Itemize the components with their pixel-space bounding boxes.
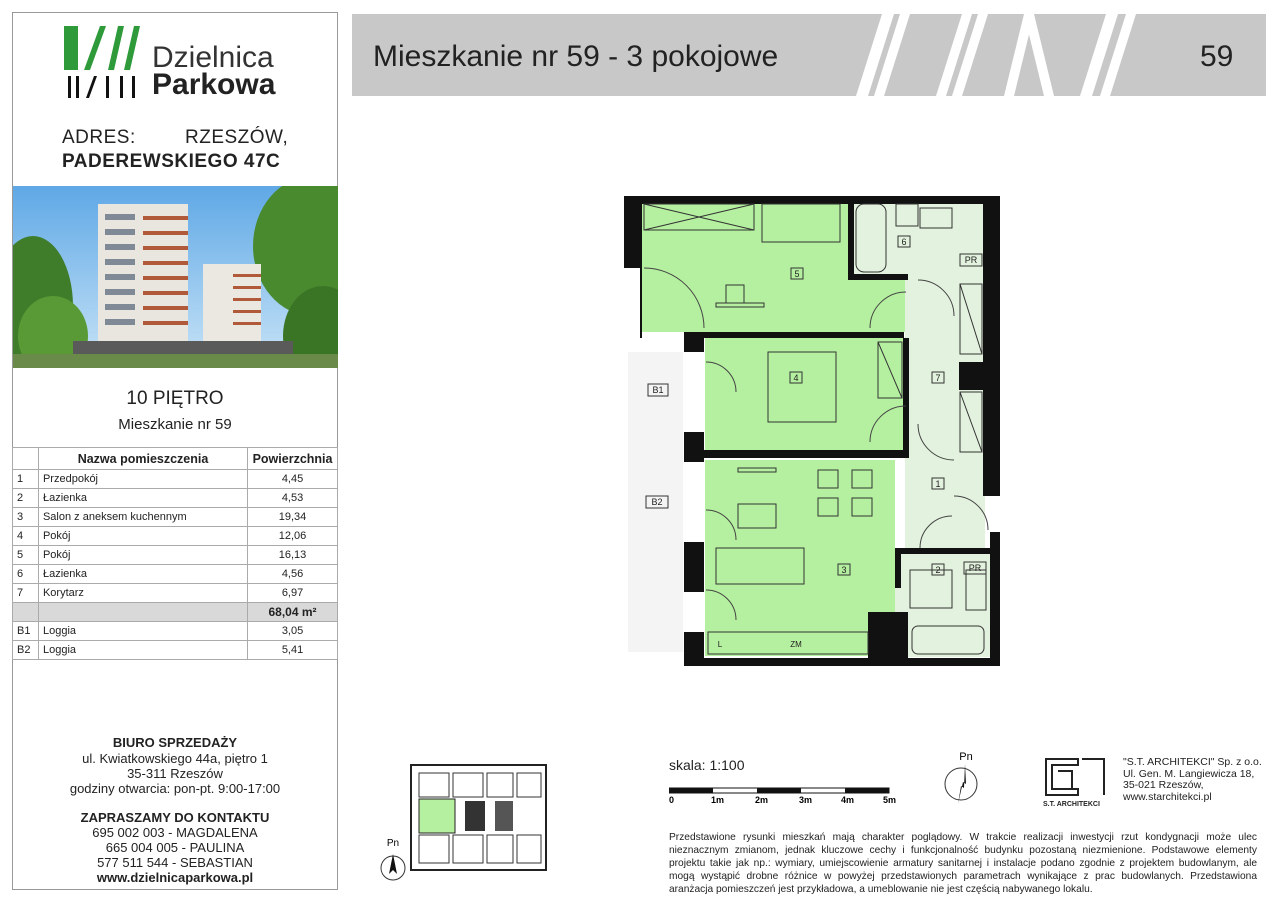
room-label-7: 7	[935, 373, 941, 383]
apartment-number: 59	[1200, 40, 1234, 73]
rooms-table	[12, 447, 338, 660]
table-row	[13, 641, 338, 660]
row-area: 19,34	[248, 508, 338, 527]
row-no: 7	[13, 584, 39, 603]
north-arrow-small-icon	[378, 836, 408, 886]
row-no: B2	[13, 641, 39, 660]
room-label-pr-2: PR	[968, 563, 982, 573]
row-no: B1	[13, 622, 39, 641]
table-header-no	[13, 448, 39, 470]
address-street: PADEREWSKIEGO 47C	[62, 151, 281, 172]
row-name: Loggia	[38, 641, 247, 660]
table-header-name: Nazwa pomieszczenia	[38, 448, 247, 470]
row-name: Salon z aneksem kuchennym	[38, 508, 247, 527]
row-no: 3	[13, 508, 39, 527]
building-key-plan	[405, 745, 550, 875]
building-render-image	[13, 186, 338, 368]
scale-tick-5: 5m	[883, 795, 897, 805]
row-name: Pokój	[38, 527, 247, 546]
kitchen-label-l: L	[717, 640, 723, 649]
row-area: 16,13	[248, 546, 338, 565]
scale-tick-1: 1m	[711, 795, 725, 805]
office-title: BIURO SPRZEDAŻY	[112, 735, 238, 750]
row-name: Łazienka	[38, 489, 247, 508]
architect-line-3: 35-021 Rzeszów,	[1123, 779, 1204, 791]
row-no: 1	[13, 470, 39, 489]
architect-info	[1123, 757, 1262, 803]
scale-bar	[669, 786, 909, 806]
room-label-pr: PR	[964, 255, 978, 265]
table-header-area: Powierzchnia	[248, 448, 338, 470]
room-3-area	[705, 460, 895, 656]
table-row	[13, 565, 338, 584]
brand-name-line2: Parkowa	[152, 68, 276, 101]
row-area: 4,56	[248, 565, 338, 584]
kitchen-label-zm: ZM	[790, 640, 802, 649]
scale-tick-4: 4m	[841, 795, 855, 805]
table-row	[13, 508, 338, 527]
office-city: 35-311 Rzeszów	[127, 766, 223, 781]
row-name: Loggia	[38, 622, 247, 641]
brand-name-line1: Dzielnica	[152, 41, 274, 74]
room-label-b1: B1	[652, 385, 664, 395]
row-area: 12,06	[248, 527, 338, 546]
row-name: Pokój	[38, 546, 247, 565]
row-name: Korytarz	[38, 584, 247, 603]
room-label-2: 2	[935, 565, 941, 575]
address-city: RZESZÓW,	[185, 127, 289, 148]
room-label-6: 6	[901, 237, 907, 247]
north-label: Pn	[959, 751, 973, 763]
total-row	[13, 603, 338, 622]
apartment-label: Mieszkanie nr 59	[118, 416, 232, 433]
row-no: 5	[13, 546, 39, 565]
table-row	[13, 470, 338, 489]
scale-tick-3: 3m	[799, 795, 813, 805]
row-area: 3,05	[248, 622, 338, 641]
architect-website[interactable]: www.starchitekci.pl	[1123, 790, 1212, 803]
row-no: 4	[13, 527, 39, 546]
brand-logo	[62, 24, 142, 100]
scale-tick-0: 0	[669, 795, 675, 805]
header-decoration	[848, 14, 1160, 96]
north-arrow-icon	[938, 748, 984, 808]
table-row	[13, 622, 338, 641]
row-area: 6,97	[248, 584, 338, 603]
architect-logo-caption: S.T. ARCHITEKCI	[1043, 801, 1100, 808]
floor-plan	[620, 192, 1005, 672]
room-label-1: 1	[935, 479, 941, 489]
row-area: 4,45	[248, 470, 338, 489]
row-no: 6	[13, 565, 39, 584]
table-header-row	[13, 448, 338, 470]
disclaimer-text: Przedstawione rysunki mieszkań mają charakter poglądowy. W trakcie realizacji inwestycji rzut kondygnacji może ulec nieznacznym zmianom, jednak kluczowe cechy i funkcjonalność budynku pozostaną niezmienione. Podstawowe elementy projektu takie jak np.: wymiary, umiejscowienie armatury sanitarnej i instalacje podano zgodnie z projektem budowlanym, ale mogą wystąpić drobne różnice w powyżej przedstawionych parametrach wynikające z prac budowlanych. Przedstawiona aranżacja pomieszczeń jest przykładowa, a umeblowanie nie jest częścią nabywanego lokalu.	[669, 832, 1257, 895]
row-name: Łazienka	[38, 565, 247, 584]
row-area: 4,53	[248, 489, 338, 508]
table-row	[13, 489, 338, 508]
website-link[interactable]: www.dzielnicaparkowa.pl	[96, 870, 254, 885]
table-row	[13, 527, 338, 546]
office-street: ul. Kwiatkowskiego 44a, piętro 1	[82, 751, 268, 766]
room-label-b2: B2	[651, 497, 663, 507]
north-label-small: Pn	[386, 838, 400, 849]
table-row	[13, 546, 338, 565]
room-4-area	[705, 338, 905, 450]
architect-line-2: Ul. Gen. M. Langiewicza 18,	[1123, 767, 1255, 780]
room-label-5: 5	[794, 269, 800, 279]
total-area: 68,04 m²	[248, 603, 338, 622]
row-area: 5,41	[248, 641, 338, 660]
room-label-3: 3	[841, 565, 847, 575]
address-label: ADRES:	[62, 127, 136, 148]
scale-label: skala: 1:100	[669, 757, 745, 773]
contact-title: ZAPRASZAMY DO KONTAKTU	[80, 810, 270, 825]
room-label-4: 4	[793, 373, 799, 383]
contact-phone-2: 665 004 005 - PAULINA	[105, 840, 245, 855]
office-hours: godziny otwarcia: pon-pt. 9:00-17:00	[69, 781, 281, 796]
architect-line-1: "S.T. ARCHITEKCI" Sp. z o.o.	[1123, 756, 1262, 768]
page-title: Mieszkanie nr 59 - 3 pokojowe	[373, 40, 779, 73]
architect-logo	[1042, 755, 1112, 801]
corridor-area	[905, 280, 985, 552]
scale-tick-2: 2m	[755, 795, 769, 805]
row-no: 2	[13, 489, 39, 508]
table-row	[13, 584, 338, 603]
row-name: Przedpokój	[38, 470, 247, 489]
floor-label: 10 PIĘTRO	[126, 388, 224, 409]
contact-phone-1: 695 002 003 - MAGDALENA	[92, 825, 258, 840]
contact-phone-3: 577 511 544 - SEBASTIAN	[97, 855, 253, 870]
